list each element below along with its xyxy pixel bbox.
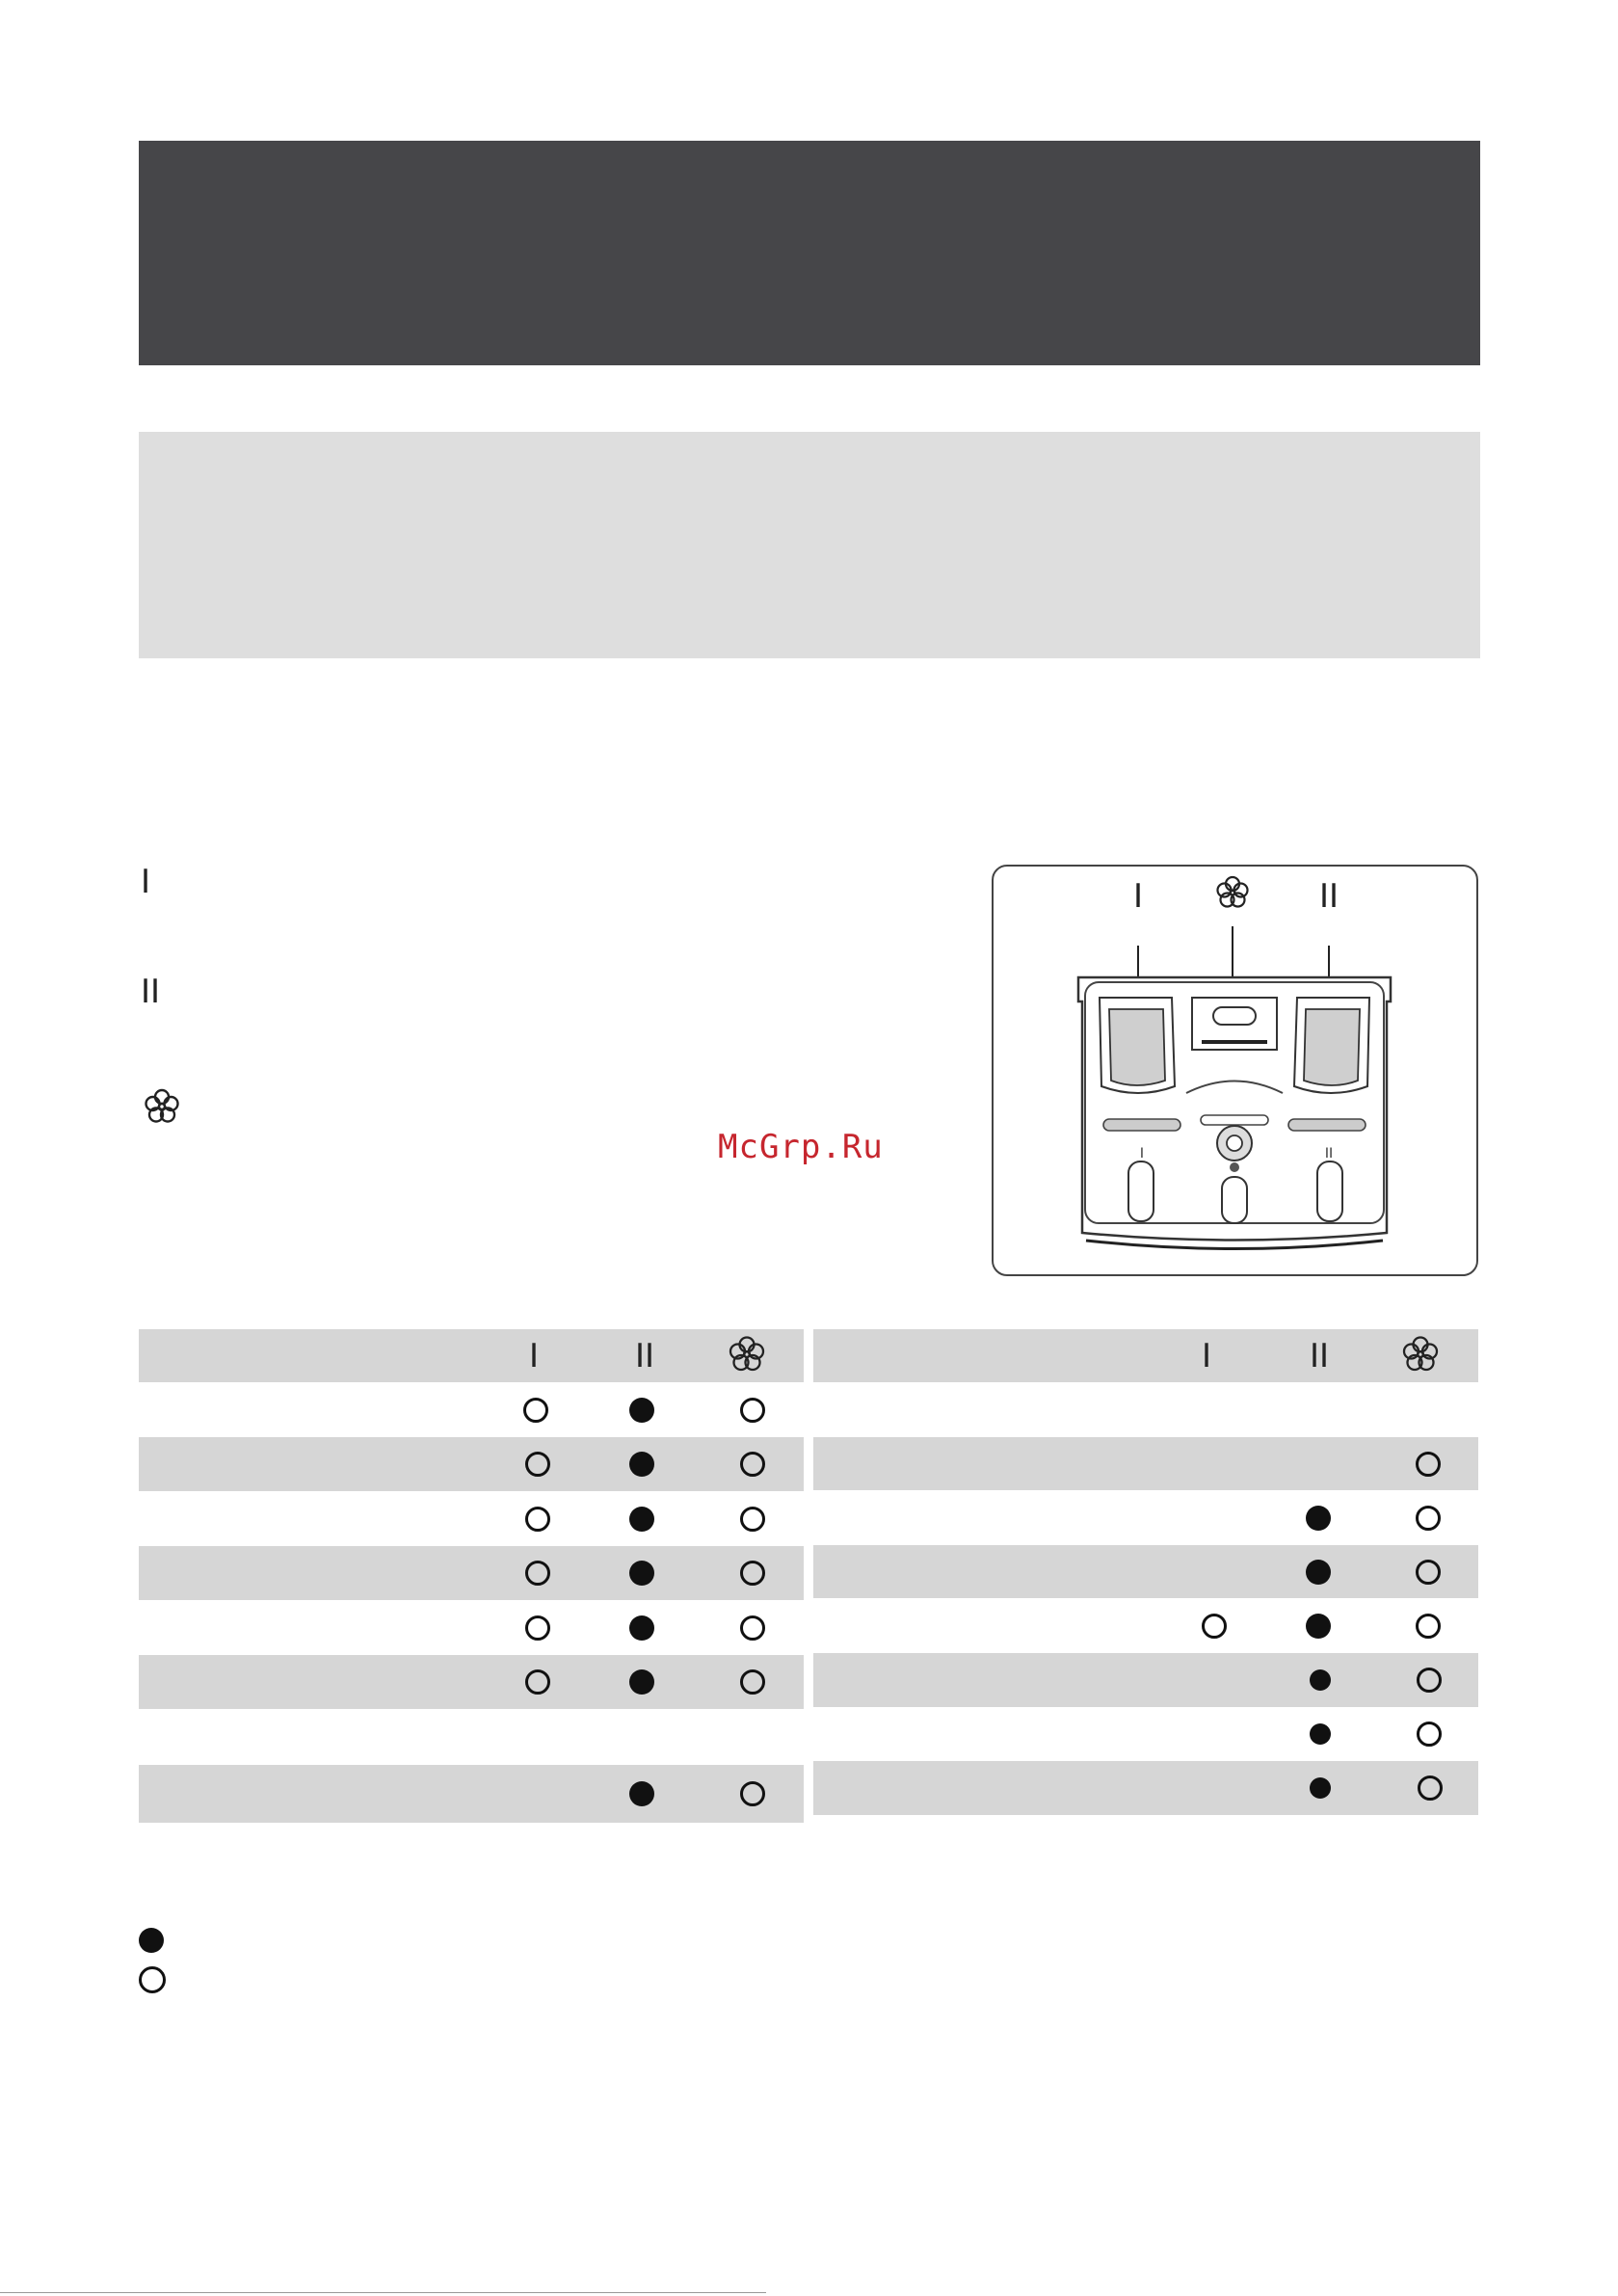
marker-empty xyxy=(525,1615,550,1641)
table-row xyxy=(813,1490,1478,1545)
program-table-right xyxy=(813,1329,1478,1815)
watermark-text: McGrp.Ru xyxy=(718,1128,884,1166)
marker-empty xyxy=(1416,1506,1441,1531)
marker-empty xyxy=(740,1669,765,1695)
table-row xyxy=(139,1437,804,1491)
header-col-II: II xyxy=(634,1336,655,1375)
marker-empty xyxy=(1416,1560,1441,1585)
table-row xyxy=(813,1598,1478,1653)
table-row xyxy=(813,1545,1478,1598)
marker-empty xyxy=(525,1452,550,1477)
main-wash-symbol: II xyxy=(141,973,161,1011)
marker-empty xyxy=(1416,1614,1441,1639)
table-row xyxy=(139,1382,804,1437)
marker-empty xyxy=(1417,1668,1442,1693)
marker-empty xyxy=(523,1398,548,1423)
marker-full xyxy=(629,1452,654,1477)
table-row xyxy=(139,1709,804,1765)
marker-full xyxy=(1310,1669,1331,1691)
table-row xyxy=(813,1707,1478,1761)
flower-softener-icon xyxy=(143,1087,181,1130)
table-row xyxy=(813,1382,1478,1437)
diagram-softener-icon xyxy=(1218,877,1248,907)
table-row xyxy=(139,1765,804,1823)
table-header xyxy=(139,1329,804,1382)
marker-full xyxy=(1310,1723,1331,1745)
drawer-illustration xyxy=(994,867,1476,1274)
marker-full xyxy=(629,1615,654,1641)
table-row xyxy=(813,1761,1478,1815)
diagram-label-II: II xyxy=(1318,877,1339,916)
flower-softener-icon xyxy=(1400,1334,1441,1378)
marker-empty xyxy=(740,1615,765,1641)
header-band xyxy=(139,141,1480,365)
marker-full xyxy=(629,1561,654,1586)
marker-full xyxy=(629,1781,654,1806)
footer-rule xyxy=(0,2292,766,2293)
legend-marker-empty xyxy=(139,1966,166,1993)
table-row xyxy=(139,1491,804,1546)
marker-empty xyxy=(740,1452,765,1477)
svg-text:II: II xyxy=(1324,1146,1334,1161)
marker-full xyxy=(1306,1560,1331,1585)
table-row xyxy=(813,1653,1478,1707)
table-header xyxy=(813,1329,1478,1382)
marker-empty xyxy=(740,1781,765,1806)
marker-empty xyxy=(740,1507,765,1532)
table-row xyxy=(139,1655,804,1709)
marker-full xyxy=(629,1398,654,1423)
marker-empty xyxy=(740,1398,765,1423)
table-row xyxy=(813,1437,1478,1490)
marker-empty xyxy=(1417,1722,1442,1747)
marker-empty xyxy=(525,1669,550,1695)
intro-band xyxy=(139,432,1480,658)
marker-full xyxy=(629,1669,654,1695)
diagram-label-I: I xyxy=(1132,877,1144,916)
table-row xyxy=(139,1546,804,1600)
header-col-I: I xyxy=(528,1336,540,1375)
marker-empty xyxy=(1416,1452,1441,1477)
marker-empty xyxy=(525,1561,550,1586)
marker-full xyxy=(1306,1614,1331,1639)
detergent-drawer-diagram xyxy=(992,865,1478,1276)
table-row xyxy=(139,1600,804,1655)
marker-full xyxy=(1310,1777,1331,1799)
marker-full xyxy=(629,1507,654,1532)
marker-full xyxy=(1306,1506,1331,1531)
marker-empty xyxy=(1418,1775,1443,1801)
program-table-left xyxy=(139,1329,804,1827)
marker-empty xyxy=(740,1561,765,1586)
marker-empty xyxy=(525,1507,550,1532)
header-col-II: II xyxy=(1309,1336,1330,1375)
svg-text:I: I xyxy=(1139,1146,1145,1161)
header-col-I: I xyxy=(1201,1336,1212,1375)
flower-softener-icon xyxy=(727,1334,767,1378)
legend-marker-full xyxy=(139,1928,164,1953)
marker-empty xyxy=(1202,1614,1227,1639)
prewash-symbol: I xyxy=(141,863,151,901)
